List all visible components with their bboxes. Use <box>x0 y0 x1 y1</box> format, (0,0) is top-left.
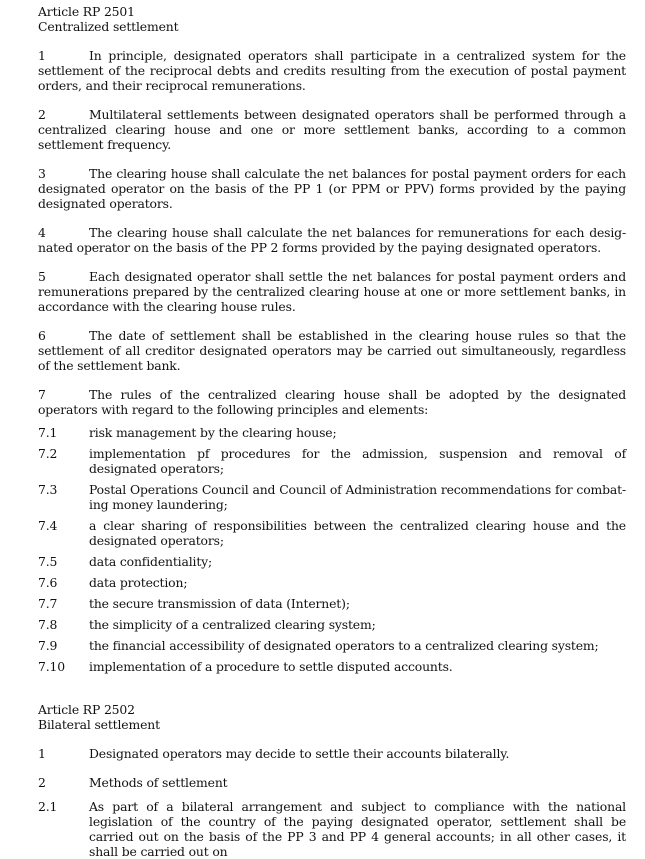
paragraph-text: In principle, designated operators shall participate in a centralized system for the settlement of the reciprocal debts and credits resulting from the execution of postal payment orders, and their reciprocal remunerations. <box>38 48 626 93</box>
item-number: 7.10 <box>38 659 65 674</box>
list-item <box>38 638 626 653</box>
paragraph-number: 1 <box>38 48 46 63</box>
paragraph <box>38 799 626 859</box>
article-header-rp2502 <box>38 702 626 732</box>
paragraph-number: 4 <box>38 225 46 240</box>
list-item <box>38 446 626 476</box>
item-number: 7.7 <box>38 596 58 611</box>
item-text: the secure transmission of data (Internet); <box>89 596 350 611</box>
paragraph-text: Designated operators may decide to settle their accounts bilaterally. <box>89 746 510 761</box>
item-text: a clear sharing of responsibilities between the centralized clearing house and the designated operators; <box>89 518 626 548</box>
paragraph <box>38 387 626 417</box>
paragraph-text: Methods of settlement <box>89 775 228 790</box>
paragraph <box>38 166 626 211</box>
list-item <box>38 575 626 590</box>
item-number: 7.8 <box>38 617 58 632</box>
paragraph <box>38 48 626 93</box>
article-header-rp2501 <box>38 4 626 34</box>
item-number: 7.6 <box>38 575 58 590</box>
item-text: the simplicity of a centralized clearing system; <box>89 617 376 632</box>
paragraph-text: The date of settlement shall be established in the clearing house rules so that the settlement of all creditor designated operators may be carried out simultaneously, regardless of the settlement bank. <box>38 328 626 373</box>
item-text: the financial accessibility of designated operators to a centralized clearing system; <box>89 638 599 653</box>
list-item <box>38 596 626 611</box>
paragraph-number: 2 <box>38 775 46 790</box>
paragraph-text: The clearing house shall calculate the net balances for remunerations for each desig-nated operator on the basis of the PP 2 forms provided by the paying designated operators. <box>38 225 626 255</box>
paragraph <box>38 746 626 761</box>
paragraph-text: Each designated operator shall settle the net balances for postal payment orders and remunerations prepared by the centralized clearing house at one or more settlement banks, in accordance with the clearing house rules. <box>38 269 626 314</box>
item-text: data confidentiality; <box>89 554 213 569</box>
article-title: Centralized settlement <box>38 19 179 34</box>
paragraph-number: 3 <box>38 166 46 181</box>
item-text: risk management by the clearing house; <box>89 425 337 440</box>
item-number: 7.3 <box>38 482 58 497</box>
paragraph-number: 6 <box>38 328 46 343</box>
paragraph <box>38 775 626 790</box>
paragraph-text: The rules of the centralized clearing house shall be adopted by the designated operators with regard to the following principles and elements: <box>38 387 626 417</box>
list-item <box>38 659 626 674</box>
item-number: 7.2 <box>38 446 58 461</box>
paragraph-number: 1 <box>38 746 46 761</box>
item-text: implementation of a procedure to settle disputed accounts. <box>89 659 453 674</box>
list-item <box>38 425 626 440</box>
article-title: Bilateral settlement <box>38 717 160 732</box>
section-spacer <box>38 674 626 702</box>
item-text: Postal Operations Council and Council of Administration recommendations for combat-ing money laundering; <box>89 482 626 512</box>
item-text: data protection; <box>89 575 188 590</box>
item-number: 7.5 <box>38 554 58 569</box>
paragraph-text: Multilateral settlements between designated operators shall be performed through a centralized clearing house and one or more settlement banks, according to a common settlement frequency. <box>38 107 626 152</box>
list-item <box>38 518 626 548</box>
item-number: 7.1 <box>38 425 58 440</box>
article-number: Article RP 2501 <box>38 4 135 19</box>
item-text: implementation pf procedures for the admission, suspension and removal of designated operators; <box>89 446 626 476</box>
item-number: 7.9 <box>38 638 58 653</box>
paragraph-number: 5 <box>38 269 46 284</box>
paragraph <box>38 269 626 314</box>
paragraph-number: 7 <box>38 387 46 402</box>
list-item <box>38 482 626 512</box>
article-number: Article RP 2502 <box>38 702 135 717</box>
paragraph-text: The clearing house shall calculate the net balances for postal payment orders for each designated operator on the basis of the PP 1 (or PPM or PPV) forms provided by the paying designated operators. <box>38 166 626 211</box>
paragraph-text: As part of a bilateral arrangement and subject to compliance with the national legislation of the country of the paying designated operator, settlement shall be carried out on the basis of the PP 3 and PP 4 general accounts; in all other cases, it shall be carried out on <box>89 799 626 859</box>
list-item <box>38 554 626 569</box>
paragraph-number: 2.1 <box>38 799 58 814</box>
list-item <box>38 617 626 632</box>
paragraph <box>38 107 626 152</box>
paragraph <box>38 225 626 255</box>
paragraph <box>38 328 626 373</box>
paragraph-number: 2 <box>38 107 46 122</box>
item-number: 7.4 <box>38 518 58 533</box>
